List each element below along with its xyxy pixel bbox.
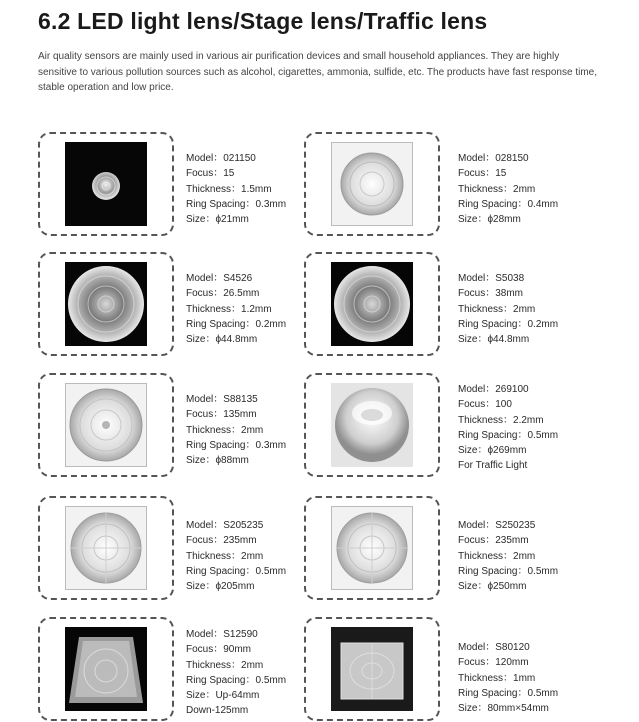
spec-line: Thickness：1mm: [458, 672, 536, 684]
product-card: [304, 252, 440, 356]
spec-line: Thickness：2.2mm: [458, 414, 544, 426]
spec-line: Size：ϕ205mm: [186, 581, 255, 593]
spec-line: Ring Spacing：0.5mm: [186, 565, 287, 577]
lens-photo: [331, 262, 413, 346]
lens-photo: [65, 506, 147, 590]
spec-line: Ring Spacing：0.5mm: [458, 565, 559, 577]
spec-line: Size：80mm×54mm: [458, 703, 549, 715]
product-card: [38, 617, 174, 721]
lens-photo: [331, 627, 413, 711]
product-specs: [458, 518, 558, 594]
spec-line: Thickness：2mm: [458, 550, 536, 562]
spec-line: Focus：26.5mm: [186, 288, 260, 300]
spec-line: Ring Spacing：0.4mm: [458, 198, 559, 210]
spec-line: Down-125mm: [186, 705, 249, 717]
spec-line: Model：S205235: [186, 520, 264, 531]
product-specs: [458, 382, 558, 474]
lens-photo: [331, 506, 413, 590]
product-specs: [186, 151, 286, 227]
spec-line: Ring Spacing：0.3mm: [186, 439, 287, 451]
product-card: [304, 496, 440, 600]
product-card: [304, 617, 440, 721]
lens-photo: [65, 627, 147, 711]
spec-line: Model：S88135: [186, 394, 258, 405]
spec-line: Thickness：2mm: [186, 659, 264, 671]
spec-line: Focus：15: [458, 168, 507, 180]
lens-photo: [331, 142, 413, 226]
spec-line: Focus：235mm: [186, 535, 257, 547]
product-specs: [458, 151, 558, 227]
lens-photo: [65, 262, 147, 346]
lens-photo: [331, 383, 413, 467]
spec-line: Ring Spacing：0.5mm: [186, 674, 287, 686]
spec-line: Size：ϕ21mm: [186, 214, 249, 226]
spec-line: Focus：135mm: [186, 409, 257, 421]
product-card: [38, 496, 174, 600]
page-title: 6.2 LED light lens/Stage lens/Traffic lens: [38, 8, 488, 34]
product-card: [304, 132, 440, 236]
spec-line: Ring Spacing：0.5mm: [458, 687, 559, 699]
spec-line: Model：S4526: [186, 273, 253, 284]
spec-line: Focus：235mm: [458, 535, 529, 547]
product-specs: [458, 271, 558, 347]
spec-line: Model：269100: [458, 384, 529, 395]
spec-line: Focus：90mm: [186, 644, 252, 656]
spec-line: Focus：38mm: [458, 288, 524, 300]
spec-line: Size：ϕ88mm: [186, 455, 249, 467]
product-specs: [186, 627, 286, 719]
lens-photo: [65, 383, 147, 467]
spec-line: Size：Up-64mm: [186, 690, 260, 702]
product-card: [38, 252, 174, 356]
spec-line: Thickness：2mm: [458, 183, 536, 195]
lens-photo: [65, 142, 147, 226]
spec-line: For Traffic Light: [458, 460, 528, 472]
spec-line: Focus：120mm: [458, 657, 529, 669]
spec-line: Ring Spacing：0.2mm: [186, 318, 287, 330]
spec-line: Model：S12590: [186, 629, 258, 640]
product-specs: [186, 271, 286, 347]
spec-line: Model：S5038: [458, 273, 525, 284]
product-card: [38, 373, 174, 477]
product-specs: [458, 640, 558, 716]
spec-line: Model：021150: [186, 153, 256, 164]
spec-line: Thickness：2mm: [458, 303, 536, 315]
spec-line: Size：ϕ250mm: [458, 581, 527, 593]
product-card: [38, 132, 174, 236]
product-card: [304, 373, 440, 477]
product-specs: [186, 518, 286, 594]
spec-line: Model：S80120: [458, 642, 530, 653]
product-specs: [186, 392, 286, 468]
spec-line: Thickness：2mm: [186, 550, 264, 562]
spec-line: Model：S250235: [458, 520, 536, 531]
spec-line: Size：ϕ44.8mm: [458, 334, 530, 346]
spec-line: Thickness：1.2mm: [186, 303, 272, 315]
intro-paragraph: Air quality sensors are mainly used in various air purification devices and small household appliances. They are highly sensitive to various pollution sources such as alcohol, cigarettes, ammonia, sulfide, etc. The products have fast response time, stable operation and low price.: [38, 51, 597, 93]
spec-line: Thickness：1.5mm: [186, 183, 272, 195]
spec-line: Size：ϕ269mm: [458, 445, 527, 457]
spec-line: Focus：15: [186, 168, 235, 180]
spec-line: Size：ϕ28mm: [458, 214, 521, 226]
spec-line: Size：ϕ44.8mm: [186, 334, 258, 346]
spec-line: Thickness：2mm: [186, 424, 264, 436]
spec-line: Ring Spacing：0.5mm: [458, 429, 559, 441]
spec-line: Focus：100: [458, 399, 512, 411]
spec-line: Ring Spacing：0.2mm: [458, 318, 559, 330]
spec-line: Model：028150: [458, 153, 529, 164]
spec-line: Ring Spacing：0.3mm: [186, 198, 287, 210]
